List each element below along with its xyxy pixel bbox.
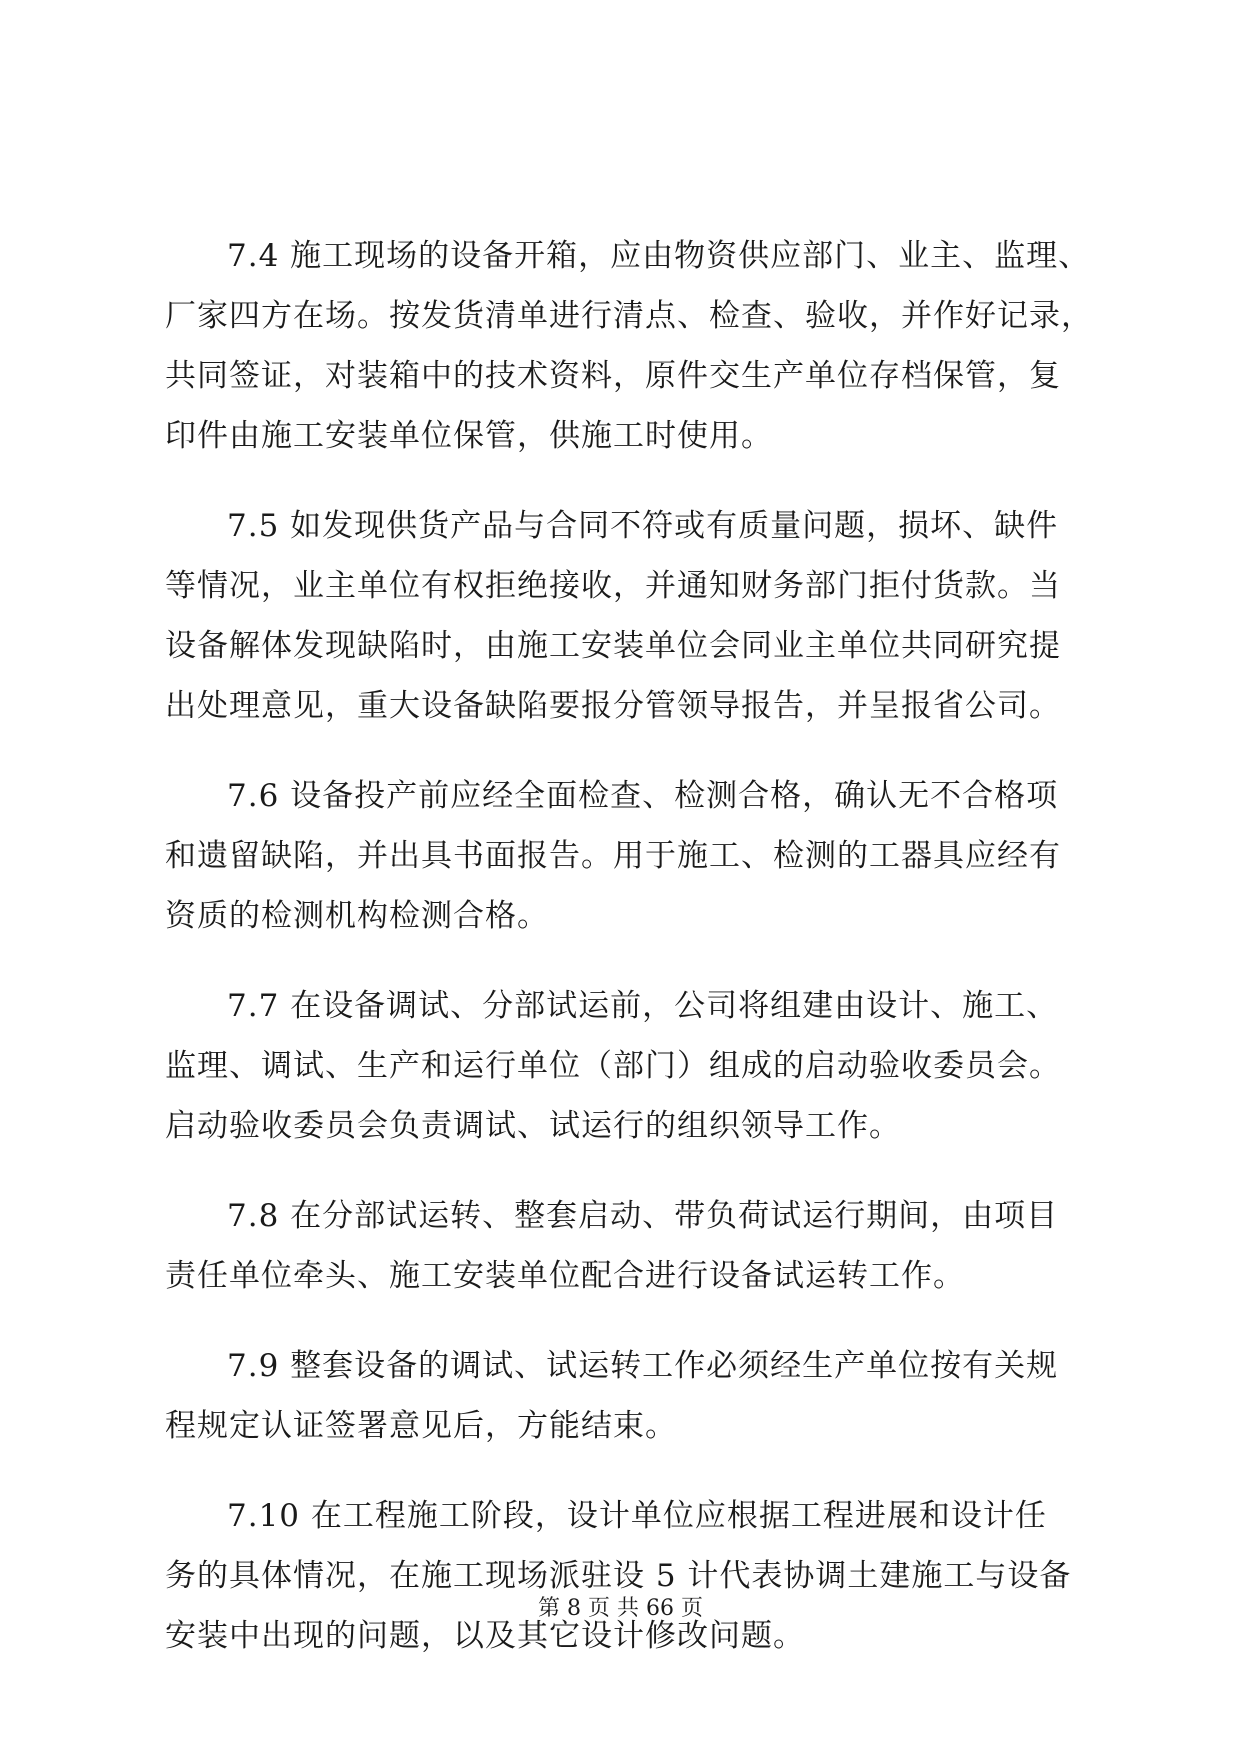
text-line: 监理、调试、生产和运行单位（部门）组成的启动验收委员会。 [165, 1048, 1061, 1084]
text-line: 7.7 在设备调试、分部试运前，公司将组建由设计、施工、 [227, 988, 1059, 1024]
text-line: 厂家四方在场。按发货清单进行清点、检查、验收，并作好记录， [165, 298, 1093, 334]
text-line: 共同签证，对装箱中的技术资料，原件交生产单位存档保管，复 [165, 358, 1061, 394]
text-line: 责任单位牵头、施工安装单位配合进行设备试运转工作。 [165, 1258, 965, 1294]
paragraph-7-10 [165, 1486, 1095, 1666]
paragraph-7-5 [165, 496, 1095, 736]
document-body [165, 226, 1095, 1696]
paragraph-7-6 [165, 766, 1095, 946]
text-line: 程规定认证签署意见后，方能结束。 [165, 1408, 677, 1444]
paragraph-7-9 [165, 1336, 1095, 1456]
text-line: 等情况，业主单位有权拒绝接收，并通知财务部门拒付货款。当 [165, 568, 1061, 604]
paragraph-7-4 [165, 226, 1095, 466]
text-line: 启动验收委员会负责调试、试运行的组织领导工作。 [165, 1108, 901, 1144]
text-line: 7.10 在工程施工阶段，设计单位应根据工程进展和设计任 [227, 1498, 1047, 1534]
text-line: 务的具体情况，在施工现场派驻设 5 计代表协调土建施工与设备 [165, 1558, 1072, 1594]
text-line: 出处理意见，重大设备缺陷要报分管领导报告，并呈报省公司。 [165, 688, 1061, 724]
text-line: 7.5 如发现供货产品与合同不符或有质量问题，损坏、缺件 [227, 508, 1059, 544]
page-number-footer: 第 8 页 共 66 页 [538, 1596, 703, 1621]
text-line: 7.6 设备投产前应经全面检查、检测合格，确认无不合格项 [227, 778, 1059, 814]
text-line: 安装中出现的问题，以及其它设计修改问题。 [165, 1618, 805, 1654]
text-line: 和遗留缺陷，并出具书面报告。用于施工、检测的工器具应经有 [165, 838, 1061, 874]
text-line: 设备解体发现缺陷时，由施工安装单位会同业主单位共同研究提 [165, 628, 1061, 664]
paragraph-7-8 [165, 1186, 1095, 1306]
text-line: 印件由施工安装单位保管，供施工时使用。 [165, 418, 773, 454]
text-line: 7.9 整套设备的调试、试运转工作必须经生产单位按有关规 [227, 1348, 1059, 1384]
text-line: 7.8 在分部试运转、整套启动、带负荷试运行期间，由项目 [227, 1198, 1059, 1234]
paragraph-7-7 [165, 976, 1095, 1156]
text-line: 资质的检测机构检测合格。 [165, 898, 549, 934]
text-line: 7.4 施工现场的设备开箱，应由物资供应部门、业主、监理、 [227, 238, 1091, 274]
